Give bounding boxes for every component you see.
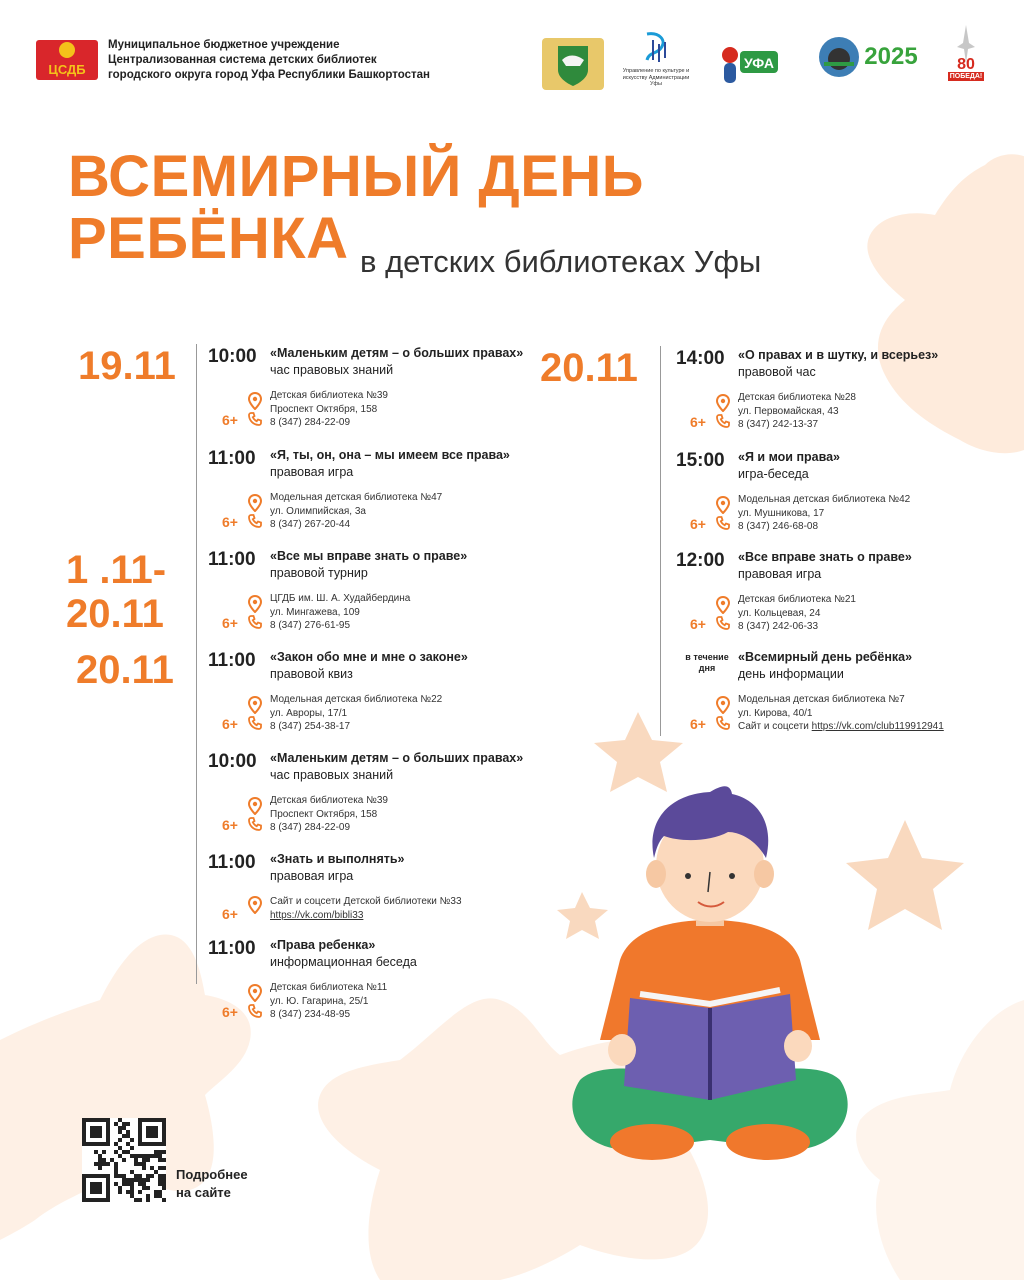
event-type: правовая игра [270,869,354,883]
phone-icon [716,414,730,428]
event-address-line: ул. Мингажева, 109 [270,606,360,618]
event-name: «Знать и выполнять» [270,852,405,866]
event-type: день информации [738,667,844,681]
event-time: 11:00 [208,448,256,469]
event-address [270,794,388,835]
event-address-line: ул. Мушникова, 17 [738,507,825,519]
event-address-line: 8 (347) 284-22-09 [270,822,351,833]
event-item [676,550,1006,640]
event-address [738,593,856,634]
event-name: «Все вправе знать о праве» [738,550,912,564]
date-20-11-right: 20.11 [540,346,638,390]
event-type: правовой турнир [270,566,368,580]
event-name: «Я и мои права» [738,450,841,464]
phone-icon [248,817,262,831]
age-rating-badge: 6+ [222,412,238,428]
event-address-line: Модельная детская библиотека №22 [270,694,443,705]
phone-icon [716,716,730,730]
event-time: 11:00 [208,852,256,873]
event-address-line: 8 (347) 254-38-17 [270,721,351,732]
event-type: информационная беседа [270,955,417,969]
event-address-line: Модельная детская библиотека №47 [270,492,443,503]
age-rating-badge: 6+ [222,514,238,530]
event-time: 12:00 [676,550,725,571]
event-type: час правовых знаний [270,363,394,377]
event-name: «Все мы вправе знать о праве» [270,549,468,563]
event-address-line: Детская библиотека №28 [738,392,856,403]
event-item [208,549,538,639]
victory-number: 80 [957,56,975,71]
event-link[interactable]: https://vk.com/bibli33 [270,909,364,921]
culture-department-logo [618,26,694,92]
event-address-line: Модельная детская библиотека №7 [738,694,905,705]
event-address [270,592,410,633]
star-blob-bottom-right [856,1000,1024,1280]
victory-text: ПОБЕДА! [949,73,983,80]
date-range-line-2: 20.11 [66,592,164,636]
phone-icon [248,716,262,730]
event-address-line: ул. Первомайская, 43 [738,405,839,417]
location-pin-icon [716,596,730,614]
event-name: «Маленьким детям – о больших правах» [270,346,524,360]
event-type: игра-беседа [738,467,809,481]
event-address-line: 8 (347) 276-61-95 [270,620,351,631]
ufa-coat-of-arms-logo [538,36,608,92]
event-address-line: Детская библиотека №39 [270,795,388,806]
date-range-line-1: 1 .11- [66,548,167,592]
more-line-1: Подробнее [176,1167,248,1182]
org-logo-text: ЦСДБ [48,62,86,77]
phone-icon [248,1004,262,1018]
event-address-line: ул. Кирова, 40/1 [738,707,813,719]
ufa-logo-text: УФА [744,55,774,71]
event-address-line: Сайт и соцсети Детской библиотеки №33 [270,896,462,907]
age-rating-badge: 6+ [222,817,238,833]
age-rating-badge: 6+ [222,615,238,631]
location-pin-icon [248,984,262,1002]
event-type: правовая игра [738,567,822,581]
event-address [738,493,910,534]
location-pin-icon [248,797,262,815]
title-line-2: РЕБЁНКА [68,206,349,271]
event-item [208,448,538,538]
event-address-line: ул. Олимпийская, 3а [270,505,366,517]
event-address-line: Проспект Октября, 158 [270,403,378,415]
age-rating-badge: 6+ [222,716,238,732]
org-line-2: Централизованная система детских библиотек [108,54,377,66]
title-line-1: ВСЕМИРНЫЙ ДЕНЬ [68,144,644,209]
age-rating-badge: 6+ [222,906,238,922]
location-pin-icon [716,394,730,412]
year-2025-logo [808,30,926,84]
event-item [208,751,538,841]
event-time: 11:00 [208,938,256,959]
event-name: «О правах и в шутку, и всерьез» [738,348,939,362]
phone-icon [248,514,262,528]
age-rating-badge: 6+ [222,1004,238,1020]
event-address-line: 8 (347) 242-13-37 [738,419,819,430]
event-name: «Маленьким детям – о больших правах» [270,751,524,765]
culture-department-text: Управление по культуре и искусству Администрации Уфы [622,68,690,88]
event-address [270,693,442,734]
event-address [270,981,387,1022]
event-time: 11:00 [208,549,256,570]
date-19-11: 19.11 [78,344,176,388]
right-column-divider [660,346,661,736]
event-address [270,389,388,430]
event-item [676,650,1006,740]
event-site-line [738,720,944,734]
event-time: 10:00 [208,751,257,772]
event-time: 11:00 [208,650,256,671]
event-address-line: 8 (347) 246-68-08 [738,521,819,532]
event-item [208,938,538,1028]
page-subtitle: в детских библиотеках Уфы [360,244,762,279]
location-pin-icon [716,696,730,714]
org-name [108,38,438,83]
year-text: 2025 [864,43,918,70]
date-20-11-left: 20.11 [76,648,174,692]
left-column-divider [196,344,197,984]
event-time: 15:00 [676,450,725,471]
phone-icon [716,516,730,530]
event-address-line: 8 (347) 267-20-44 [270,519,351,530]
event-address-line: ул. Кольцевая, 24 [738,607,821,619]
event-name: «Права ребенка» [270,938,376,952]
age-rating-badge: 6+ [690,616,706,632]
event-type: час правовых знаний [270,768,394,782]
event-time: 14:00 [676,348,725,369]
age-rating-badge: 6+ [690,716,706,732]
age-rating-badge: 6+ [690,414,706,430]
star-shape-2 [846,820,964,930]
event-address [738,391,856,432]
event-address-line: Модельная детская библиотека №42 [738,494,911,505]
event-item [208,852,538,942]
event-address-line: 8 (347) 234-48-95 [270,1009,351,1020]
org-line-3: городского округа город Уфа Республики Башкортостан [108,69,430,81]
event-address-line: Детская библиотека №21 [738,594,856,605]
age-rating-badge: 6+ [690,516,706,532]
event-type: правовой квиз [270,667,353,681]
more-on-site-text [176,1166,248,1202]
event-name: «Я, ты, он, она – мы имеем все права» [270,448,510,462]
event-address-line: ул. Авроры, 17/1 [270,707,348,719]
location-pin-icon [248,595,262,613]
event-address [270,491,442,532]
event-item [676,450,1006,540]
event-address [270,895,462,922]
event-address-line: 8 (347) 242-06-33 [738,621,819,632]
event-item [208,650,538,740]
qr-code[interactable] [82,1118,166,1202]
event-site-label: Сайт и соцсети [738,721,812,732]
phone-icon [248,412,262,426]
org-logo [36,36,98,80]
org-line-1: Муниципальное бюджетное учреждение [108,39,340,51]
event-type: правовой час [738,365,816,379]
event-address [738,693,944,734]
phone-icon [716,616,730,630]
event-time: 10:00 [208,346,257,367]
event-address-line: ЦГДБ им. Ш. А. Худайбердина [270,593,411,604]
more-line-2: на сайте [176,1185,231,1200]
event-address-line: Детская библиотека №11 [270,982,388,993]
event-name: «Закон обо мне и мне о законе» [270,650,468,664]
event-address-line: ул. Ю. Гагарина, 25/1 [270,995,369,1007]
phone-icon [248,615,262,629]
event-address-line: Проспект Октября, 158 [270,808,378,820]
event-name: «Всемирный день ребёнка» [738,650,913,664]
event-type: правовая игра [270,465,354,479]
boy-reading-illustration [560,780,860,1170]
event-address-line: 8 (347) 284-22-09 [270,417,351,428]
victory-80-logo [944,14,988,90]
event-address-line: Детская библиотека №39 [270,390,388,401]
event-time: в течение дня [685,652,729,673]
event-item [676,348,1006,438]
event-site-line [270,909,462,923]
location-pin-icon [248,696,262,714]
event-item [208,346,538,436]
location-pin-icon [248,392,262,410]
location-pin-icon [716,496,730,514]
ufa-mascot-logo [718,38,780,88]
event-link[interactable]: https://vk.com/club119912941 [811,721,944,732]
location-pin-icon [248,896,262,914]
location-pin-icon [248,494,262,512]
